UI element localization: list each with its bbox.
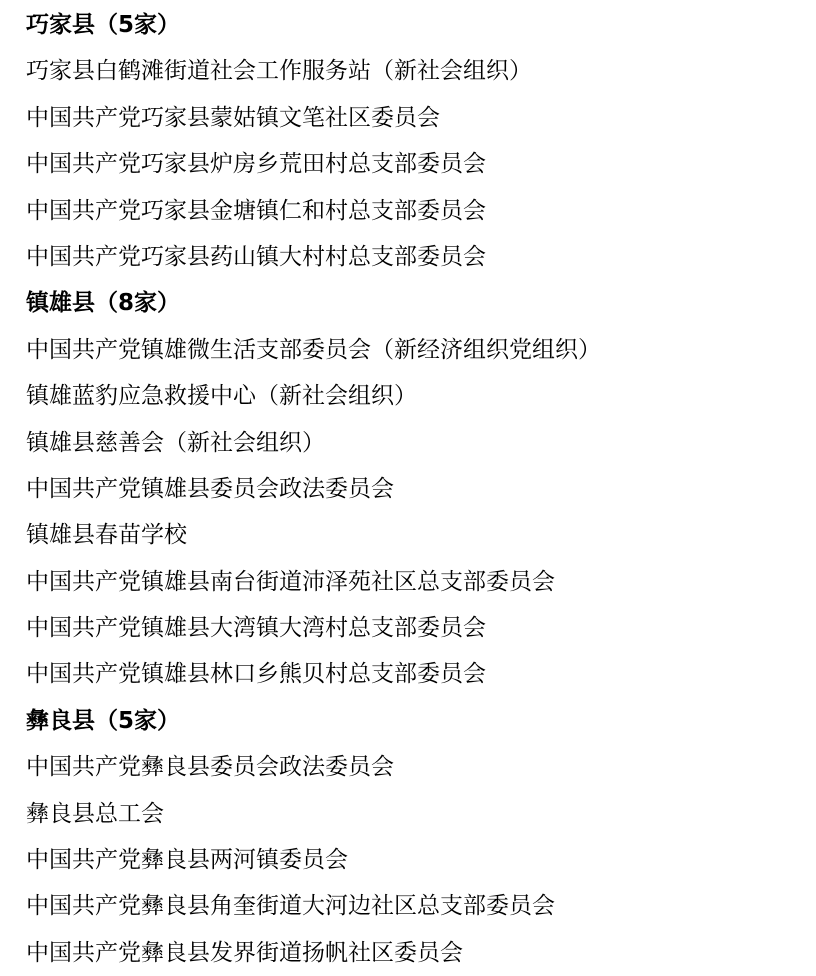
section-heading-zhenxiong: 镇雄县（8家） bbox=[26, 290, 181, 317]
list-item: 中国共产党巧家县药山镇大村村总支部委员会 bbox=[26, 243, 486, 270]
list-item: 中国共产党彝良县委员会政法委员会 bbox=[26, 754, 394, 781]
list-item: 巧家县白鹤滩街道社会工作服务站（新社会组织） bbox=[26, 58, 532, 85]
list-item: 中国共产党巧家县蒙姑镇文笔社区委员会 bbox=[26, 104, 440, 131]
section-heading-qiaojia: 巧家县（5家） bbox=[26, 12, 181, 38]
list-item: 中国共产党彝良县角奎街道大河边社区总支部委员会 bbox=[26, 893, 555, 920]
list-item: 中国共产党巧家县炉房乡荒田村总支部委员会 bbox=[26, 151, 486, 178]
list-item: 镇雄县慈善会（新社会组织） bbox=[26, 429, 325, 456]
list-item: 镇雄县春苗学校 bbox=[26, 522, 187, 549]
list-item: 彝良县总工会 bbox=[26, 800, 164, 827]
list-item: 镇雄蓝豹应急救援中心（新社会组织） bbox=[26, 383, 417, 410]
list-item: 中国共产党镇雄县委员会政法委员会 bbox=[26, 475, 394, 502]
list-item: 中国共产党巧家县金塘镇仁和村总支部委员会 bbox=[26, 197, 486, 224]
list-item: 中国共产党镇雄县南台街道沛泽苑社区总支部委员会 bbox=[26, 568, 555, 595]
list-item: 中国共产党镇雄县大湾镇大湾村总支部委员会 bbox=[26, 615, 486, 642]
list-item: 中国共产党镇雄微生活支部委员会（新经济组织党组织） bbox=[26, 336, 601, 363]
section-heading-yiliang: 彝良县（5家） bbox=[26, 707, 181, 734]
list-item: 中国共产党彝良县两河镇委员会 bbox=[26, 847, 348, 874]
list-item: 中国共产党镇雄县林口乡熊贝村总支部委员会 bbox=[26, 661, 486, 688]
list-item: 中国共产党彝良县发界街道扬帆社区委员会 bbox=[26, 939, 463, 966]
